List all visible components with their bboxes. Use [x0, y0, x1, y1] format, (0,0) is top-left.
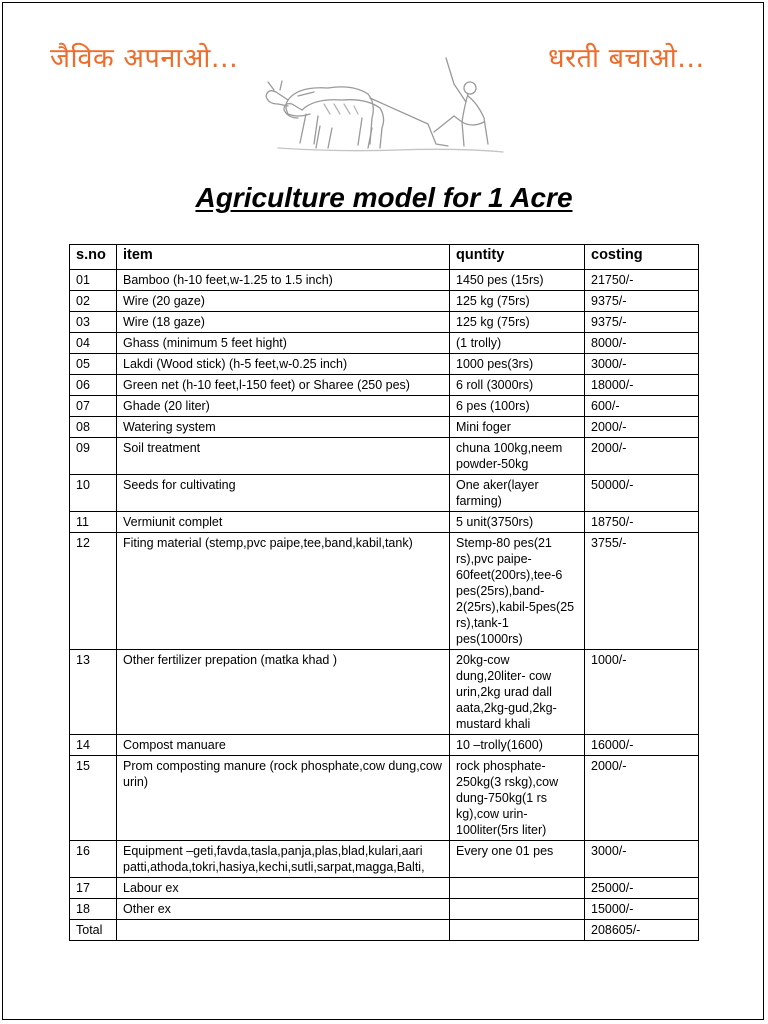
quantity-cell [450, 899, 585, 920]
item-cell: Lakdi (Wood stick) (h-5 feet,w-0.25 inch) [117, 354, 450, 375]
sno-cell: 01 [70, 270, 117, 291]
item-cell: Labour ex [117, 878, 450, 899]
table-row [70, 354, 699, 375]
column-header-costing: costing [585, 245, 699, 270]
quantity-cell: Every one 01 pes [450, 841, 585, 878]
item-cell: Seeds for cultivating [117, 475, 450, 512]
quantity-cell: 1000 pes(3rs) [450, 354, 585, 375]
item-cell: Fiting material (stemp,pvc paipe,tee,band,kabil,tank) [117, 533, 450, 650]
item-cell: Bamboo (h-10 feet,w-1.25 to 1.5 inch) [117, 270, 450, 291]
quantity-cell: 20kg-cow dung,20liter- cow urin,2kg urad dall aata,2kg-gud,2kg-mustard khali [450, 650, 585, 735]
quantity-cell: 5 unit(3750rs) [450, 512, 585, 533]
sno-cell: 15 [70, 756, 117, 841]
quantity-cell: chuna 100kg,neem powder-50kg [450, 438, 585, 475]
slogan-right: धरती बचाओ... [548, 43, 705, 74]
item-cell: Soil treatment [117, 438, 450, 475]
sno-cell: 16 [70, 841, 117, 878]
document-title: Agriculture model for 1 Acre [195, 182, 573, 213]
table-row [70, 756, 699, 841]
costing-cell: 9375/- [585, 312, 699, 333]
quantity-cell: 125 kg (75rs) [450, 291, 585, 312]
sno-cell: Total [70, 920, 117, 941]
sno-cell: 03 [70, 312, 117, 333]
table-row [70, 312, 699, 333]
item-cell: Compost manuare [117, 735, 450, 756]
quantity-cell: Mini foger [450, 417, 585, 438]
costing-cell: 50000/- [585, 475, 699, 512]
costing-cell: 3000/- [585, 841, 699, 878]
table-row [70, 878, 699, 899]
table-row [70, 270, 699, 291]
item-cell: Wire (18 gaze) [117, 312, 450, 333]
costing-cell: 8000/- [585, 333, 699, 354]
table-row [70, 650, 699, 735]
costing-cell: 600/- [585, 396, 699, 417]
table-row [70, 291, 699, 312]
quantity-cell: 1450 pes (15rs) [450, 270, 585, 291]
costing-cell: 18000/- [585, 375, 699, 396]
item-cell: Ghade (20 liter) [117, 396, 450, 417]
sno-cell: 11 [70, 512, 117, 533]
table-row [70, 438, 699, 475]
item-cell: Equipment –geti,favda,tasla,panja,plas,blad,kulari,aari patti,athoda,tokri,hasiya,kechi,sutli,sarpat,magga,Balti, [117, 841, 450, 878]
sno-cell: 09 [70, 438, 117, 475]
quantity-cell: 10 –trolly(1600) [450, 735, 585, 756]
table-row [70, 333, 699, 354]
sno-cell: 10 [70, 475, 117, 512]
sno-cell: 17 [70, 878, 117, 899]
costing-cell: 15000/- [585, 899, 699, 920]
column-header-sno: s.no [70, 245, 117, 270]
farmer-plowing-illustration [258, 48, 508, 160]
item-cell: Prom composting manure (rock phosphate,cow dung,cow urin) [117, 756, 450, 841]
costing-cell: 16000/- [585, 735, 699, 756]
table-row [70, 475, 699, 512]
table-row [70, 899, 699, 920]
costing-cell: 18750/- [585, 512, 699, 533]
column-header-item: item [117, 245, 450, 270]
quantity-cell [450, 920, 585, 941]
quantity-cell: (1 trolly) [450, 333, 585, 354]
sno-cell: 02 [70, 291, 117, 312]
costing-cell: 1000/- [585, 650, 699, 735]
sno-cell: 06 [70, 375, 117, 396]
slogan-left: जैविक अपनाओ... [50, 43, 239, 74]
quantity-cell: 6 roll (3000rs) [450, 375, 585, 396]
cost-table [69, 244, 699, 941]
quantity-cell: Stemp-80 pes(21 rs),pvc paipe-60feet(200rs),tee-6 pes(25rs),band-2(25rs),kabil-5pes(25 rs),tank-1 pes(1000rs) [450, 533, 585, 650]
sno-cell: 07 [70, 396, 117, 417]
item-cell: Other fertilizer prepation (matka khad ) [117, 650, 450, 735]
costing-cell: 2000/- [585, 417, 699, 438]
item-cell: Watering system [117, 417, 450, 438]
item-cell: Vermiunit complet [117, 512, 450, 533]
table-row [70, 396, 699, 417]
item-cell: Ghass (minimum 5 feet hight) [117, 333, 450, 354]
quantity-cell: rock phosphate-250kg(3 rskg),cow dung-750kg(1 rs kg),cow urin-100liter(5rs liter) [450, 756, 585, 841]
costing-cell: 208605/- [585, 920, 699, 941]
sno-cell: 18 [70, 899, 117, 920]
costing-cell: 3000/- [585, 354, 699, 375]
sno-cell: 14 [70, 735, 117, 756]
item-cell: Green net (h-10 feet,l-150 feet) or Sharee (250 pes) [117, 375, 450, 396]
costing-cell: 25000/- [585, 878, 699, 899]
column-header-quantity: quntity [450, 245, 585, 270]
quantity-cell: One aker(layer farming) [450, 475, 585, 512]
costing-cell: 2000/- [585, 756, 699, 841]
costing-cell: 2000/- [585, 438, 699, 475]
quantity-cell [450, 878, 585, 899]
table-header-row [70, 245, 699, 270]
table-row [70, 512, 699, 533]
costing-cell: 9375/- [585, 291, 699, 312]
item-cell [117, 920, 450, 941]
sno-cell: 08 [70, 417, 117, 438]
quantity-cell: 125 kg (75rs) [450, 312, 585, 333]
table-row [70, 533, 699, 650]
costing-cell: 3755/- [585, 533, 699, 650]
item-cell: Wire (20 gaze) [117, 291, 450, 312]
table-row [70, 841, 699, 878]
table-row [70, 375, 699, 396]
sno-cell: 12 [70, 533, 117, 650]
table-row [70, 417, 699, 438]
sno-cell: 13 [70, 650, 117, 735]
costing-cell: 21750/- [585, 270, 699, 291]
sno-cell: 05 [70, 354, 117, 375]
sno-cell: 04 [70, 333, 117, 354]
table-row [70, 920, 699, 941]
item-cell: Other ex [117, 899, 450, 920]
table-row [70, 735, 699, 756]
quantity-cell: 6 pes (100rs) [450, 396, 585, 417]
